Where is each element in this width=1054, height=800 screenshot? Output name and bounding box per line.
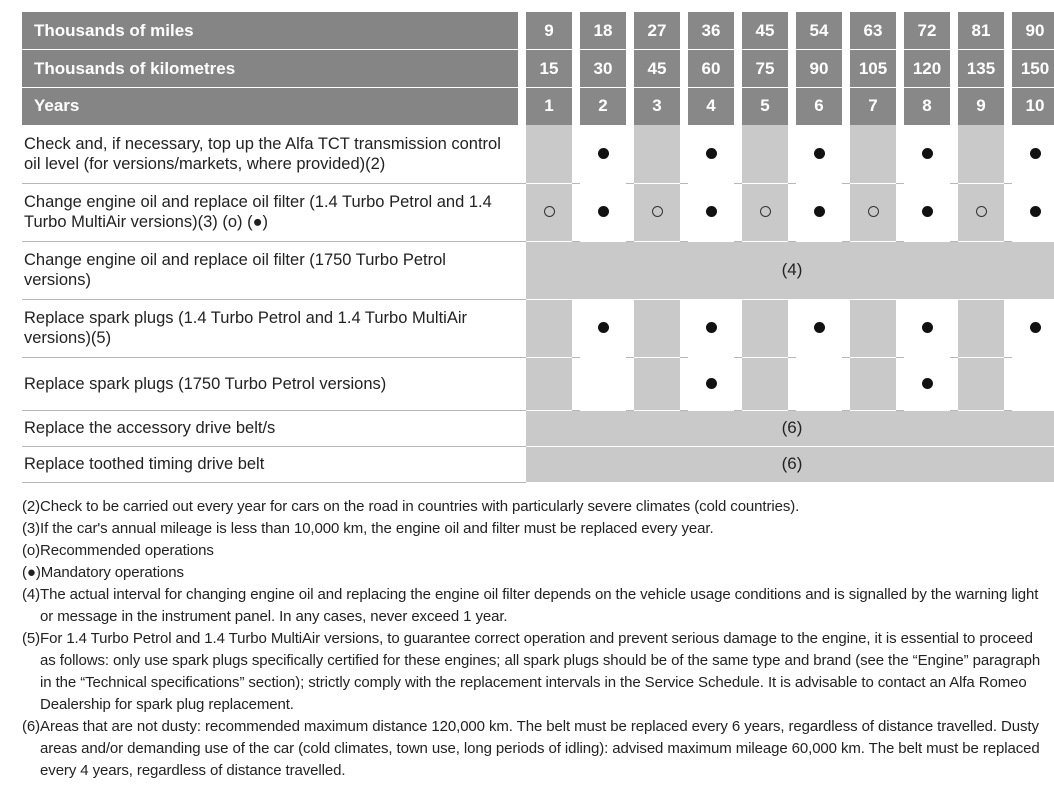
header-value-kilometres: 75	[742, 50, 788, 88]
column-gap	[734, 183, 742, 241]
column-gap	[1004, 183, 1012, 241]
column-gap	[896, 183, 904, 241]
operation-label: Change engine oil and replace oil filter (1.4 Turbo Petrol and 1.4 Turbo MultiAir versions)(3) (o) (●)	[22, 183, 518, 241]
recommended-circle-icon	[652, 206, 663, 217]
interval-note-cell: (4)	[526, 241, 1054, 299]
column-gap	[680, 357, 688, 410]
mandatory-dot-icon	[598, 148, 609, 159]
recommended-circle-icon	[868, 206, 879, 217]
footnotes	[22, 496, 1050, 782]
mandatory-dot-icon	[922, 378, 933, 389]
column-gap	[680, 125, 688, 183]
header-value-kilometres: 45	[634, 50, 680, 88]
column-gap	[788, 125, 796, 183]
column-gap	[1004, 299, 1012, 357]
footnote-marker: (4)	[22, 586, 41, 603]
header-value-miles: 63	[850, 12, 896, 50]
footnote-text: Check to be carried out every year for cars on the road in countries with particularly severe climates (cold countries).	[40, 498, 800, 515]
column-gap	[626, 87, 634, 125]
header-value-miles: 72	[904, 12, 950, 50]
column-gap	[788, 183, 796, 241]
footnote	[22, 562, 1050, 584]
column-gap	[842, 50, 850, 88]
header-value-years: 2	[580, 87, 626, 125]
mandatory-dot-icon	[922, 322, 933, 333]
interval-cell	[1012, 183, 1054, 241]
header-row-miles	[22, 12, 1054, 50]
mandatory-dot-icon	[814, 206, 825, 217]
interval-cell	[796, 357, 842, 410]
header-value-years: 6	[796, 87, 842, 125]
interval-cell	[580, 299, 626, 357]
header-value-miles: 81	[958, 12, 1004, 50]
header-value-years: 5	[742, 87, 788, 125]
footnote-text: For 1.4 Turbo Petrol and 1.4 Turbo MultiAir versions, to guarantee correct operation and prevent serious damage to the engine, it is essential to proceed as follows: only use spark plugs specifically certified for these engines; all spark plugs should be of the same type and brand (see the “Engine” paragraph in the “Technical specifications” section); strictly comply with the replacement intervals in the Service Schedule. It is advisable to contact an Alfa Romeo Dealership for spark plug replacement.	[40, 630, 1041, 713]
column-gap	[518, 299, 526, 357]
interval-cell	[634, 357, 680, 410]
header-row-kilometres	[22, 50, 1054, 88]
column-gap	[1004, 12, 1012, 50]
footnote-marker: (●)	[22, 564, 41, 581]
column-gap	[518, 12, 526, 50]
header-value-kilometres: 150	[1012, 50, 1054, 88]
column-gap	[788, 50, 796, 88]
header-value-miles: 36	[688, 12, 734, 50]
mandatory-dot-icon	[922, 148, 933, 159]
column-gap	[896, 357, 904, 410]
header-value-kilometres: 90	[796, 50, 842, 88]
header-label-miles: Thousands of miles	[22, 12, 518, 50]
header-label-years: Years	[22, 87, 518, 125]
operation-label: Change engine oil and replace oil filter (1750 Turbo Petrol versions)	[22, 241, 518, 299]
schedule-row	[22, 410, 1054, 446]
operation-label: Check and, if necessary, top up the Alfa TCT transmission control oil level (for versions/markets, where provided)(2)	[22, 125, 518, 183]
column-gap	[896, 87, 904, 125]
interval-cell	[742, 299, 788, 357]
interval-cell	[580, 183, 626, 241]
column-gap	[518, 241, 526, 299]
mandatory-dot-icon	[814, 148, 825, 159]
header-value-years: 1	[526, 87, 572, 125]
mandatory-dot-icon	[1030, 322, 1041, 333]
column-gap	[626, 12, 634, 50]
footnote-text: The actual interval for changing engine oil and replacing the engine oil filter depends on the vehicle usage conditions and is signalled by the warning light or message in the instrument panel. In any cases, never exceed 1 year.	[40, 586, 1039, 625]
footnote-text: If the car's annual mileage is less than 10,000 km, the engine oil and filter must be replaced every year.	[40, 520, 714, 537]
recommended-circle-icon	[976, 206, 987, 217]
interval-cell	[904, 183, 950, 241]
header-value-miles: 9	[526, 12, 572, 50]
interval-cell	[1012, 357, 1054, 410]
column-gap	[680, 87, 688, 125]
column-gap	[572, 87, 580, 125]
column-gap	[1004, 125, 1012, 183]
interval-cell	[688, 125, 734, 183]
operation-label: Replace spark plugs (1.4 Turbo Petrol and 1.4 Turbo MultiAir versions)(5)	[22, 299, 518, 357]
column-gap	[950, 12, 958, 50]
schedule-row	[22, 357, 1054, 410]
column-gap	[626, 357, 634, 410]
footnote	[22, 496, 1050, 518]
header-value-years: 7	[850, 87, 896, 125]
column-gap	[1004, 87, 1012, 125]
interval-cell	[904, 357, 950, 410]
column-gap	[518, 446, 526, 482]
header-value-years: 4	[688, 87, 734, 125]
footnote	[22, 628, 1050, 716]
mandatory-dot-icon	[598, 322, 609, 333]
schedule-row	[22, 241, 1054, 299]
header-value-kilometres: 15	[526, 50, 572, 88]
footnote-text: Areas that are not dusty: recommended maximum distance 120,000 km. The belt must be replaced every 6 years, regardless of distance travelled. Dusty areas and/or demanding use of the car (cold climates, town use, long periods of idling): advised maximum mileage 60,000 km. The belt must be replaced every 4 years, regardless of distance travelled.	[40, 718, 1040, 779]
interval-note-cell: (6)	[526, 410, 1054, 446]
column-gap	[572, 357, 580, 410]
column-gap	[518, 357, 526, 410]
interval-cell	[526, 357, 572, 410]
column-gap	[572, 50, 580, 88]
interval-cell	[850, 125, 896, 183]
operation-label: Replace spark plugs (1750 Turbo Petrol versions)	[22, 357, 518, 410]
column-gap	[950, 299, 958, 357]
mandatory-dot-icon	[814, 322, 825, 333]
header-row-years	[22, 87, 1054, 125]
column-gap	[734, 125, 742, 183]
header-value-miles: 27	[634, 12, 680, 50]
interval-cell	[850, 183, 896, 241]
mandatory-dot-icon	[1030, 206, 1041, 217]
column-gap	[518, 125, 526, 183]
service-schedule	[22, 12, 1050, 483]
schedule-row	[22, 183, 1054, 241]
service-schedule-table	[22, 12, 1054, 483]
column-gap	[572, 125, 580, 183]
column-gap	[896, 12, 904, 50]
header-value-years: 10	[1012, 87, 1054, 125]
column-gap	[626, 299, 634, 357]
column-gap	[842, 299, 850, 357]
interval-cell	[958, 299, 1004, 357]
interval-cell	[634, 125, 680, 183]
interval-cell	[526, 125, 572, 183]
column-gap	[788, 357, 796, 410]
header-value-years: 8	[904, 87, 950, 125]
interval-cell	[688, 299, 734, 357]
column-gap	[896, 299, 904, 357]
schedule-row	[22, 299, 1054, 357]
interval-cell	[1012, 299, 1054, 357]
column-gap	[626, 50, 634, 88]
mandatory-dot-icon	[706, 206, 717, 217]
interval-cell	[634, 299, 680, 357]
interval-cell	[688, 183, 734, 241]
schedule-row	[22, 125, 1054, 183]
column-gap	[734, 357, 742, 410]
interval-cell	[796, 299, 842, 357]
header-value-kilometres: 120	[904, 50, 950, 88]
mandatory-dot-icon	[922, 206, 933, 217]
footnote	[22, 518, 1050, 540]
header-value-miles: 18	[580, 12, 626, 50]
column-gap	[572, 12, 580, 50]
column-gap	[950, 87, 958, 125]
header-value-miles: 90	[1012, 12, 1054, 50]
column-gap	[896, 125, 904, 183]
recommended-circle-icon	[760, 206, 771, 217]
interval-cell	[796, 125, 842, 183]
mandatory-dot-icon	[706, 148, 717, 159]
interval-cell	[904, 299, 950, 357]
header-value-kilometres: 105	[850, 50, 896, 88]
footnote-text: Mandatory operations	[40, 564, 184, 581]
header-label-kilometres: Thousands of kilometres	[22, 50, 518, 88]
column-gap	[842, 87, 850, 125]
mandatory-dot-icon	[1030, 148, 1041, 159]
column-gap	[896, 50, 904, 88]
footnote-marker: (2)	[22, 498, 41, 515]
column-gap	[626, 125, 634, 183]
column-gap	[950, 357, 958, 410]
column-gap	[842, 125, 850, 183]
column-gap	[734, 299, 742, 357]
interval-cell	[742, 183, 788, 241]
column-gap	[518, 183, 526, 241]
footnote-marker: (3)	[22, 520, 41, 537]
column-gap	[842, 183, 850, 241]
header-value-years: 3	[634, 87, 680, 125]
column-gap	[518, 50, 526, 88]
column-gap	[788, 299, 796, 357]
header-value-kilometres: 30	[580, 50, 626, 88]
interval-cell	[688, 357, 734, 410]
mandatory-dot-icon	[598, 206, 609, 217]
operation-label: Replace the accessory drive belt/s	[22, 410, 518, 446]
footnote	[22, 716, 1050, 782]
column-gap	[680, 299, 688, 357]
interval-note-cell: (6)	[526, 446, 1054, 482]
column-gap	[734, 87, 742, 125]
header-value-miles: 45	[742, 12, 788, 50]
column-gap	[518, 410, 526, 446]
interval-cell	[850, 299, 896, 357]
interval-cell	[1012, 125, 1054, 183]
interval-cell	[526, 299, 572, 357]
column-gap	[950, 183, 958, 241]
footnote-text: Recommended operations	[40, 542, 214, 559]
footnote-marker: (5)	[22, 630, 41, 647]
column-gap	[680, 50, 688, 88]
column-gap	[950, 125, 958, 183]
footnote	[22, 584, 1050, 628]
interval-cell	[958, 183, 1004, 241]
interval-cell	[796, 183, 842, 241]
interval-cell	[580, 125, 626, 183]
interval-cell	[742, 357, 788, 410]
interval-cell	[742, 125, 788, 183]
header-value-kilometres: 135	[958, 50, 1004, 88]
column-gap	[734, 50, 742, 88]
interval-cell	[580, 357, 626, 410]
header-value-kilometres: 60	[688, 50, 734, 88]
interval-cell	[904, 125, 950, 183]
column-gap	[734, 12, 742, 50]
schedule-row	[22, 446, 1054, 482]
operation-label: Replace toothed timing drive belt	[22, 446, 518, 482]
mandatory-dot-icon	[706, 322, 717, 333]
recommended-circle-icon	[544, 206, 555, 217]
column-gap	[572, 299, 580, 357]
column-gap	[518, 87, 526, 125]
column-gap	[788, 12, 796, 50]
column-gap	[1004, 50, 1012, 88]
footnote-marker: (o)	[22, 542, 41, 559]
column-gap	[1004, 357, 1012, 410]
column-gap	[680, 12, 688, 50]
column-gap	[842, 12, 850, 50]
interval-cell	[850, 357, 896, 410]
interval-cell	[634, 183, 680, 241]
column-gap	[626, 183, 634, 241]
footnote	[22, 540, 1050, 562]
column-gap	[842, 357, 850, 410]
header-value-years: 9	[958, 87, 1004, 125]
interval-cell	[526, 183, 572, 241]
header-value-miles: 54	[796, 12, 842, 50]
column-gap	[950, 50, 958, 88]
interval-cell	[958, 125, 1004, 183]
column-gap	[572, 183, 580, 241]
mandatory-dot-icon	[706, 378, 717, 389]
column-gap	[788, 87, 796, 125]
interval-cell	[958, 357, 1004, 410]
column-gap	[680, 183, 688, 241]
footnote-marker: (6)	[22, 718, 41, 735]
